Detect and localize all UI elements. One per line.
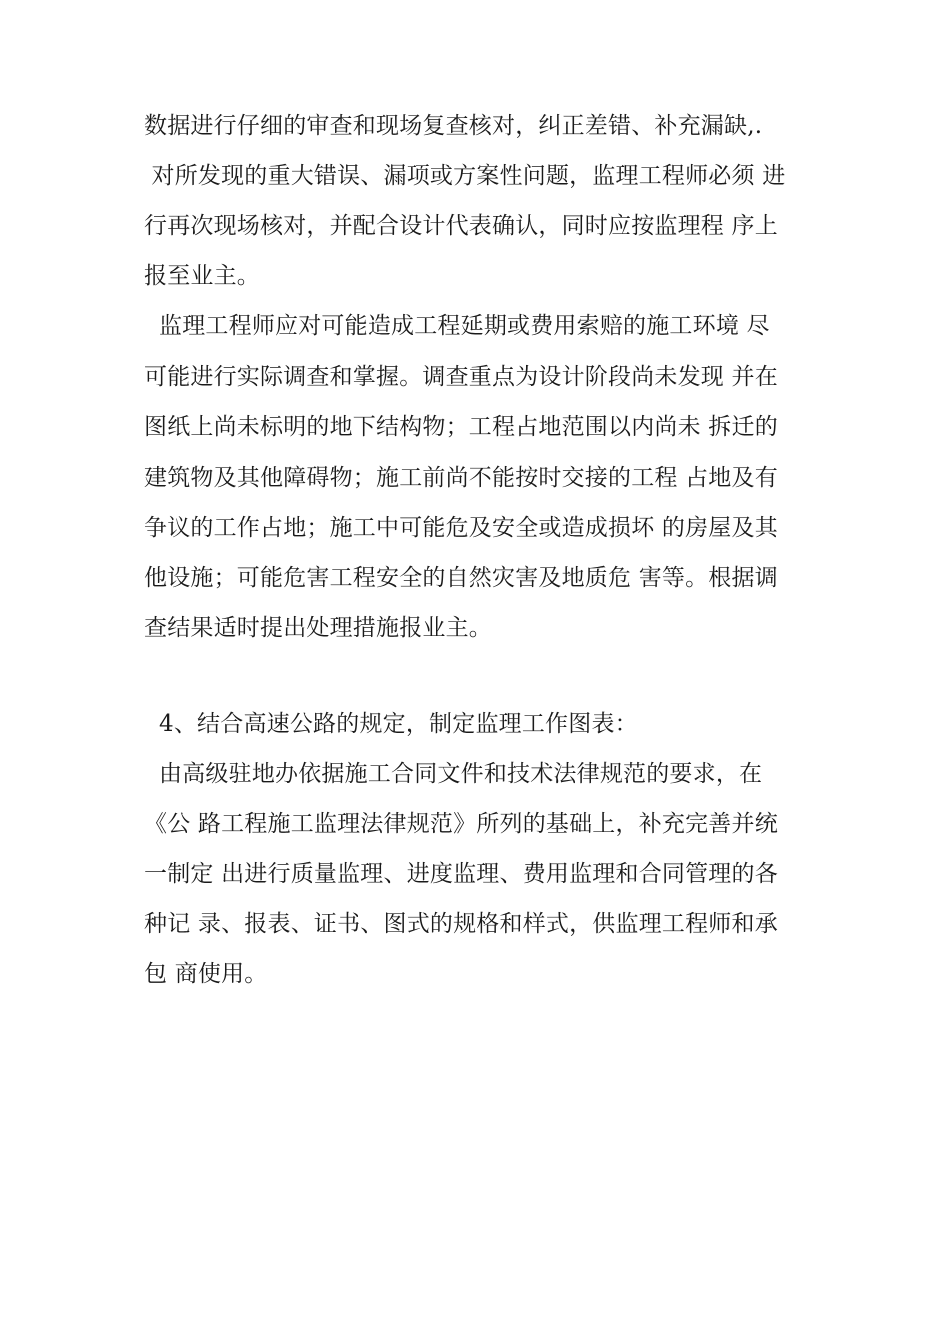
paragraph-3-line-2: 《公 路工程施工监理法律规范》所列的基础上，补充完善并统 xyxy=(144,811,778,837)
section-heading: 4、结合高速公路的规定，制定监理工作图表： xyxy=(144,711,638,737)
paragraph-3-line-4: 种记 录、报表、证书、图式的规格和样式，供监理工程师和承 xyxy=(144,911,778,937)
paragraph-1-line-2: 对所发现的重大错误、漏项或方案性问题，监理工程师必须 进 xyxy=(144,163,786,189)
paragraph-2-line-6: 他设施；可能危害工程安全的自然灾害及地质危 害等。根据调 xyxy=(144,565,778,591)
paragraph-3-line-5: 包 商使用。 xyxy=(144,961,268,987)
paragraph-1-line-1: 数据进行仔细的审查和现场复查核对，纠正差错、补充漏缺,. xyxy=(144,113,763,139)
paragraph-2-line-7: 查结果适时提出处理措施报业主。 xyxy=(144,615,492,641)
paragraph-3-line-1: 由高级驻地办依据施工合同文件和技术法律规范的要求，在 xyxy=(144,761,763,787)
paragraph-2-line-1: 监理工程师应对可能造成工程延期或费用索赔的施工环境 尽 xyxy=(144,313,770,339)
paragraph-2-line-3: 图纸上尚未标明的地下结构物；工程占地范围以内尚未 拆迁的 xyxy=(144,414,778,440)
paragraph-2-line-2: 可能进行实际调查和掌握。调查重点为设计阶段尚未发现 并在 xyxy=(144,364,778,390)
paragraph-2-line-4: 建筑物及其他障碍物；施工前尚不能按时交接的工程 占地及有 xyxy=(144,465,778,491)
paragraph-1-line-4: 报至业主。 xyxy=(144,263,260,289)
paragraph-1-line-3: 行再次现场核对，并配合设计代表确认，同时应按监理程 序上 xyxy=(144,213,778,239)
paragraph-2-line-5: 争议的工作占地；施工中可能危及安全或造成损坏 的房屋及其 xyxy=(144,515,778,541)
paragraph-3-line-3: 一制定 出进行质量监理、进度监理、费用监理和合同管理的各 xyxy=(144,861,778,887)
